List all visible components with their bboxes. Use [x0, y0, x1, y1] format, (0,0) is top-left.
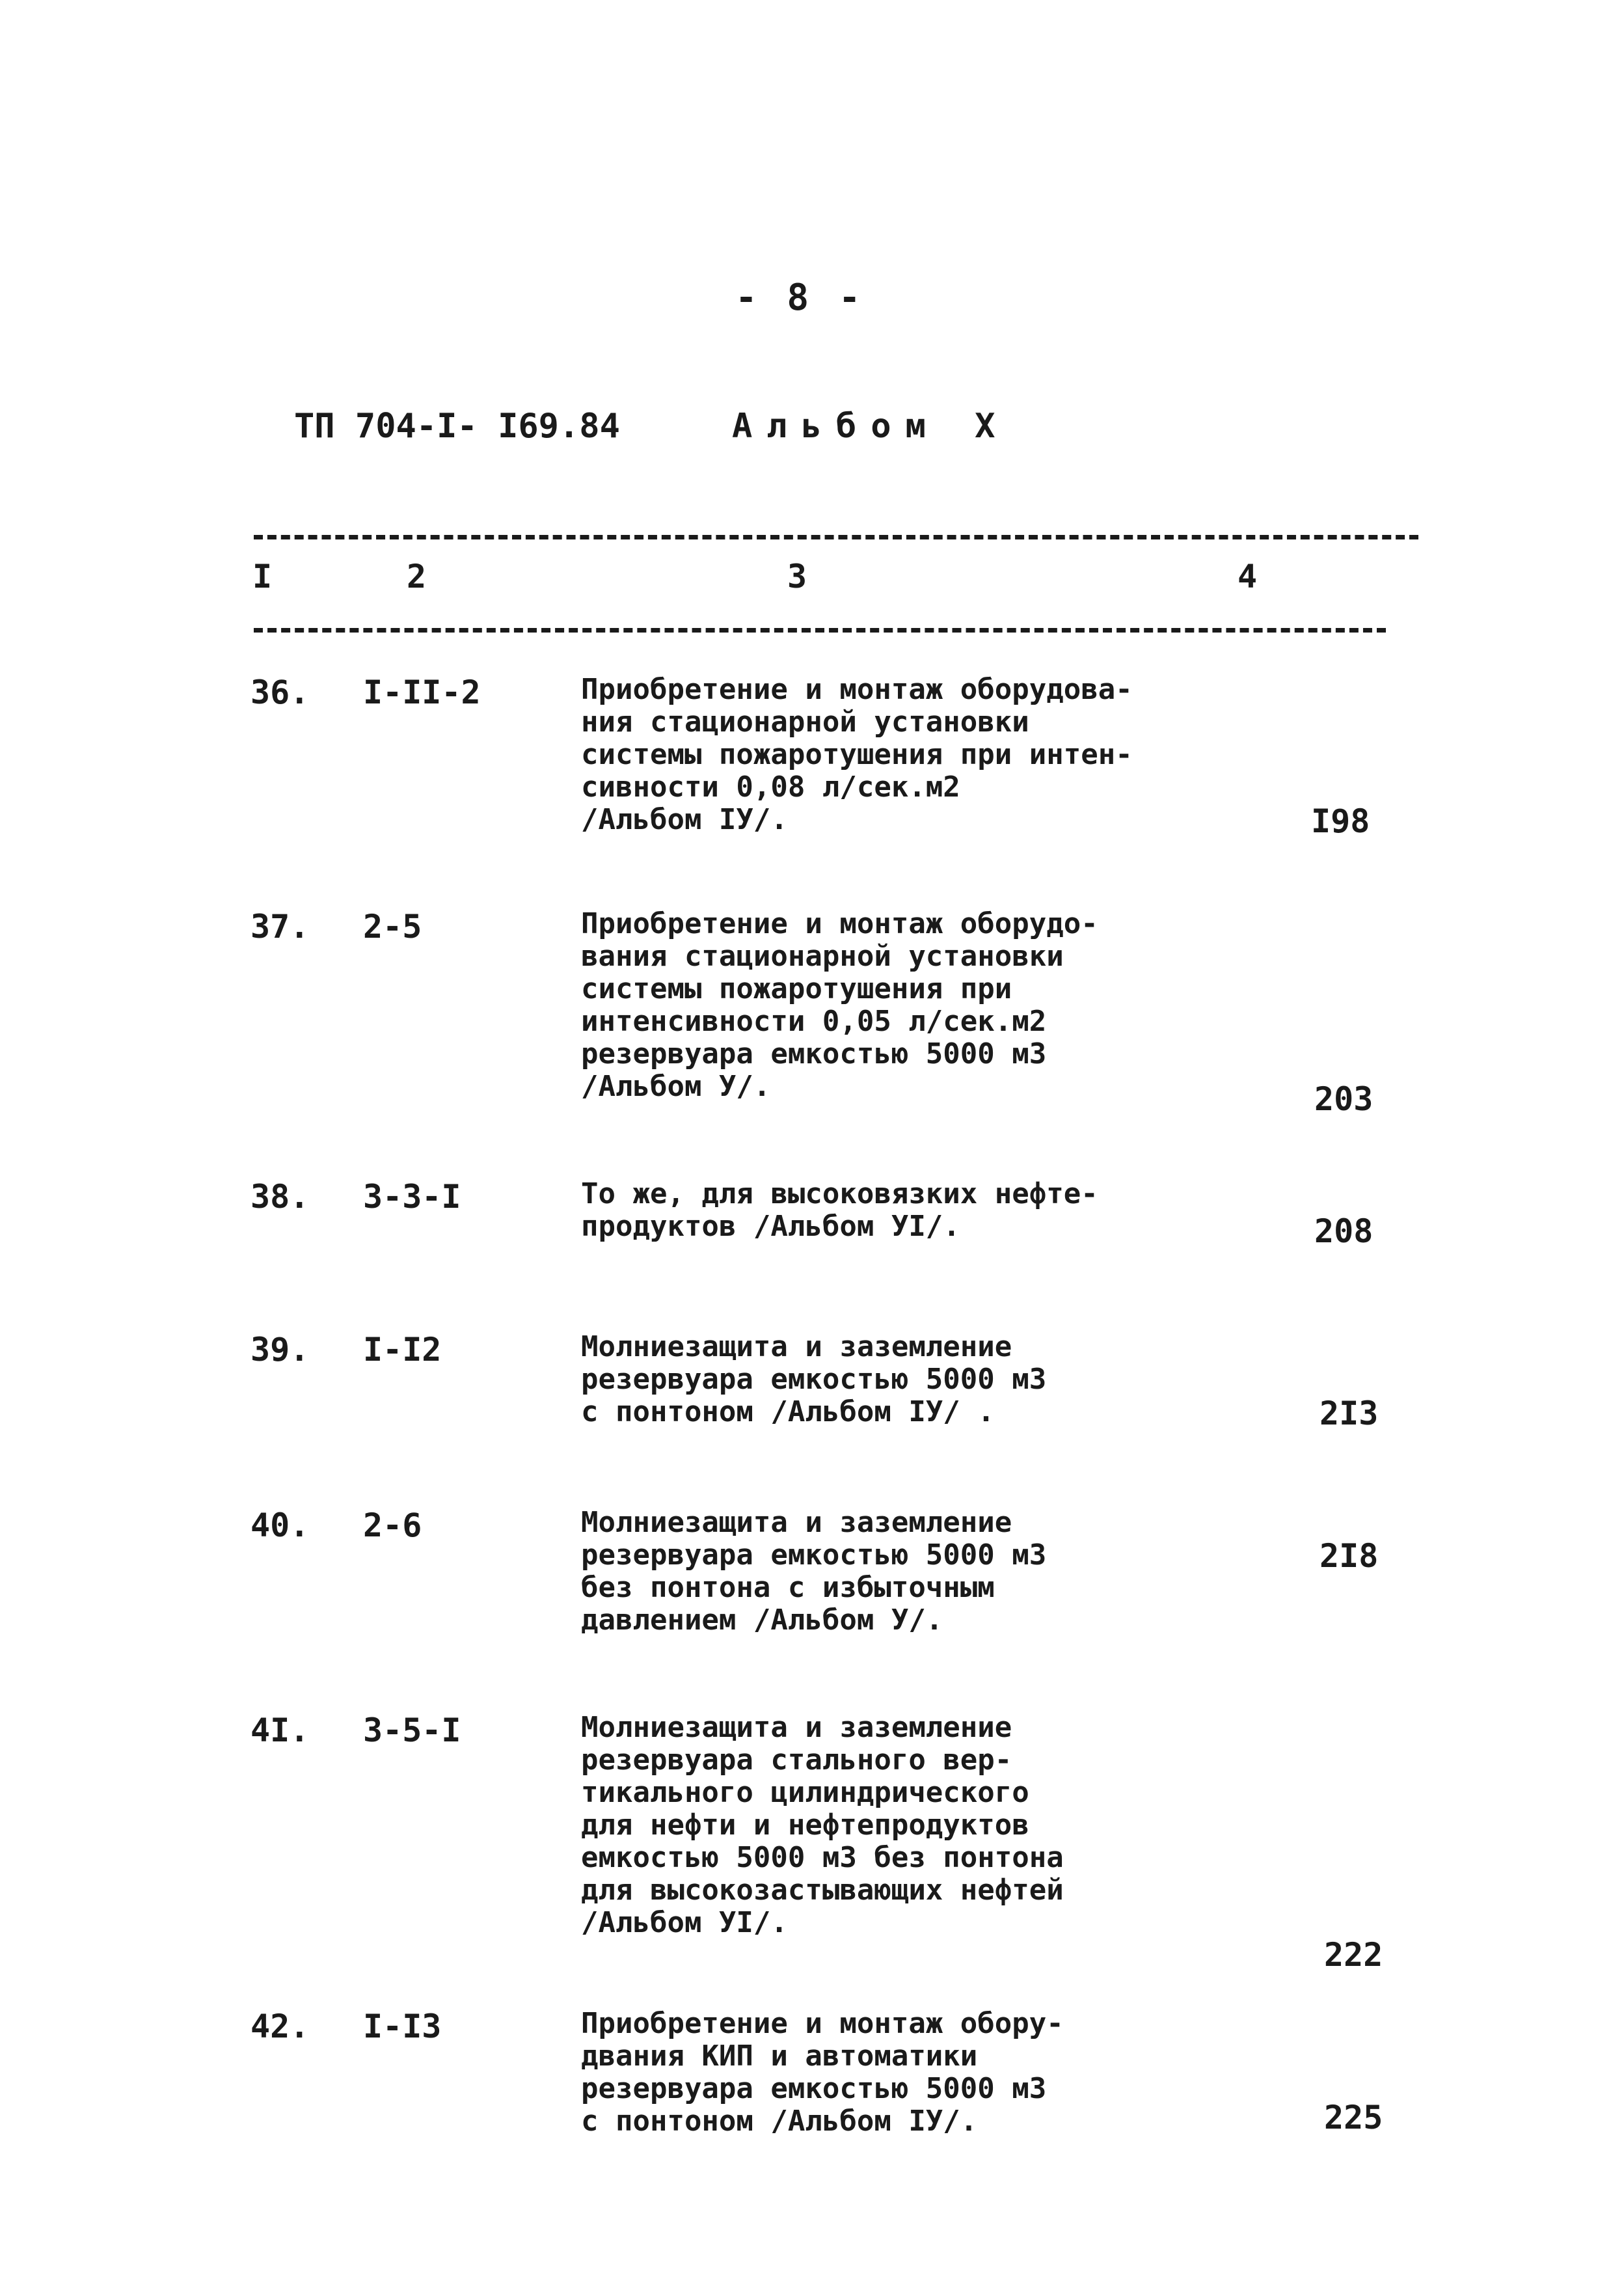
entry-code: 3-5-I — [363, 1711, 461, 1749]
entry-page: 222 — [1324, 1936, 1383, 1974]
entry-page: 2I8 — [1320, 1537, 1379, 1575]
entry-description: Приобретение и монтаж обору- двания КИП и автоматики резервуара емкостью 5000 м3 с понтоном /Альбом IУ/. — [581, 2007, 1064, 2138]
entry-code: 3-3-I — [363, 1178, 461, 1216]
entry-description: Приобретение и монтаж оборудова- ния стационарной установки системы пожаротушения при интен- сивности 0,08 л/сек.м2 /Альбом IУ/. — [581, 673, 1133, 836]
column-header-1: I — [252, 558, 273, 595]
entry-number: 40. — [250, 1506, 310, 1544]
entry-number: 42. — [250, 2008, 310, 2045]
table-rule-bottom — [254, 628, 1386, 633]
column-header-4: 4 — [1238, 558, 1258, 595]
entry-code: I-I3 — [363, 2008, 442, 2045]
document-code: ТП 704-I- I69.84 — [294, 407, 620, 446]
entry-number: 37. — [250, 908, 310, 946]
entry-page: 208 — [1314, 1212, 1374, 1250]
entry-page: 203 — [1314, 1080, 1374, 1118]
entry-page: 225 — [1324, 2099, 1383, 2136]
entry-page: 2I3 — [1320, 1395, 1379, 1432]
entry-description: Молниезащита и заземление резервуара емкостью 5000 м3 с понтоном /Альбом IУ/ . — [581, 1330, 1047, 1428]
entry-number: 38. — [250, 1178, 310, 1216]
entry-code: I-II-2 — [363, 674, 481, 711]
entry-description: Молниезащита и заземление резервуара емкостью 5000 м3 без понтона с избыточным давлением /Альбом У/. — [581, 1506, 1047, 1637]
entry-page: I98 — [1311, 802, 1370, 840]
entry-description: То же, для высоковязких нефте- продуктов /Альбом УI/. — [581, 1177, 1098, 1243]
entry-description: Приобретение и монтаж оборудо- вания стационарной установки системы пожаротушения при интенсивности 0,05 л/сек.м2 резервуара емкостью 5000 м3 /Альбом У/. — [581, 907, 1098, 1103]
entry-number: 36. — [250, 674, 310, 711]
entry-description: Молниезащита и заземление резервуара стального вер- тикального цилиндрического для нефти и нефтепродуктов емкостью 5000 м3 без понтона для высокозастывающих нефтей /Альбом УI/. — [581, 1711, 1064, 1939]
column-header-3: 3 — [787, 558, 807, 595]
album-title: Альбом X — [732, 407, 1010, 446]
entry-code: 2-5 — [363, 908, 422, 946]
entry-number: 39. — [250, 1331, 310, 1369]
entry-code: I-I2 — [363, 1331, 442, 1369]
table-rule-top — [254, 535, 1418, 539]
column-header-2: 2 — [407, 558, 427, 595]
page-number: - 8 - — [735, 277, 865, 319]
entry-number: 4I. — [250, 1711, 310, 1749]
entry-code: 2-6 — [363, 1506, 422, 1544]
